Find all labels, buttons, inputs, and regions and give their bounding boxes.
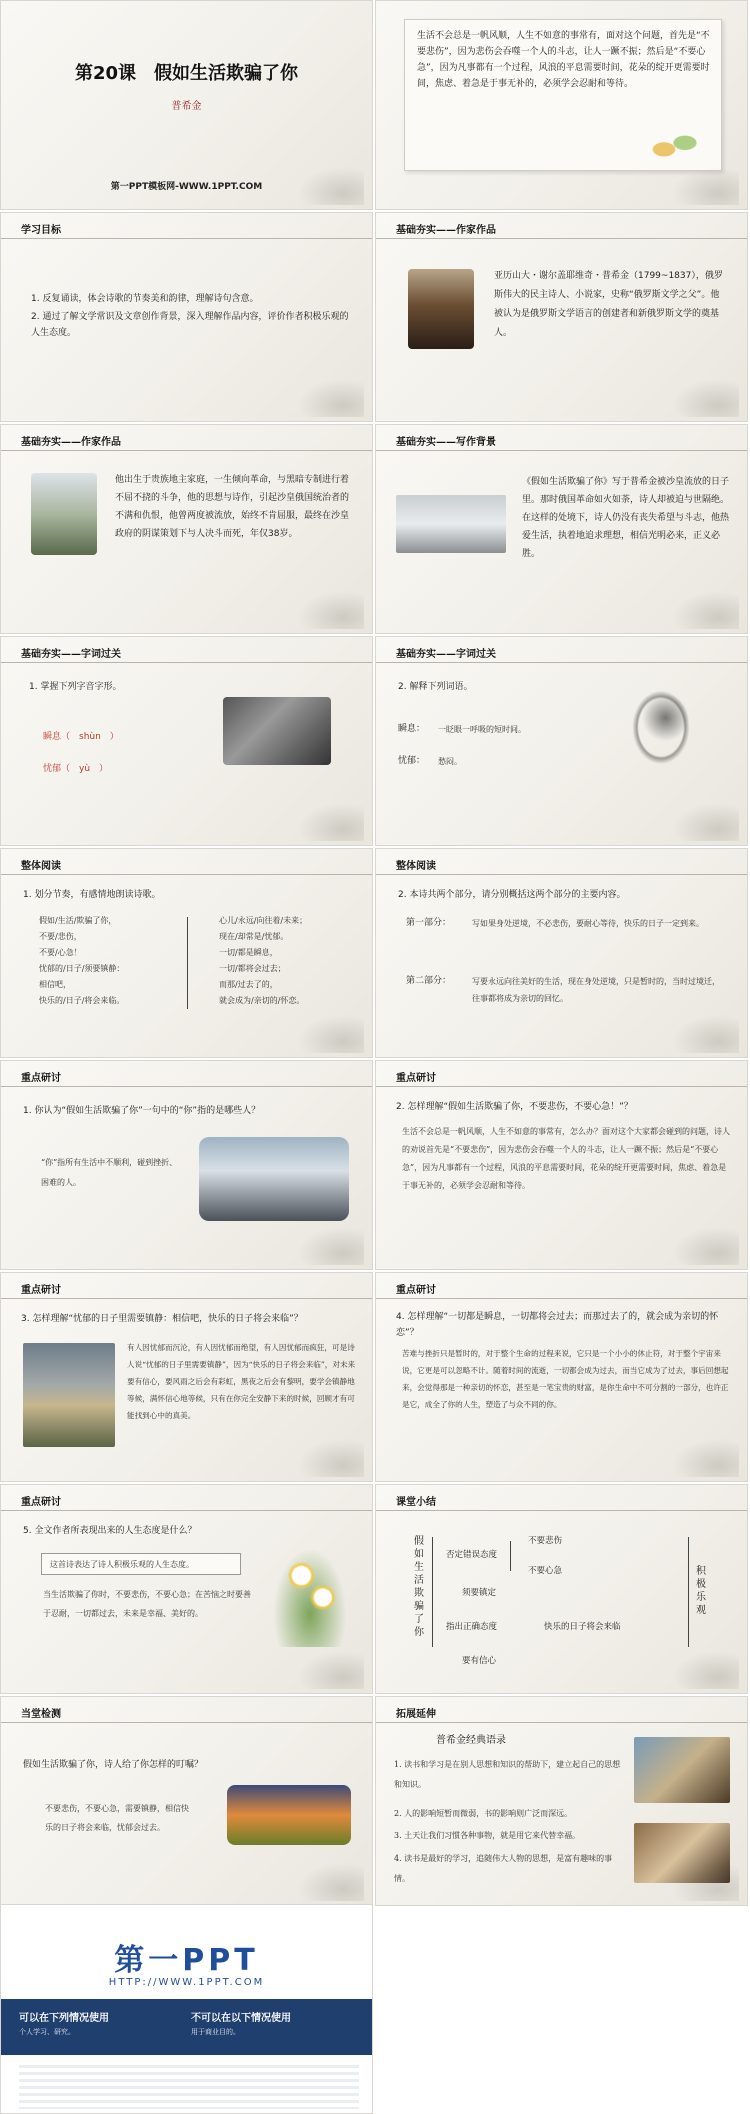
word-1: 瞬息（ shùn ） xyxy=(43,732,119,742)
pushkin-portrait xyxy=(408,269,474,349)
header-title: 基础夯实——字词过关 xyxy=(21,649,121,660)
word-2: 忧郁（ yù ） xyxy=(43,764,109,774)
intro-text: 生活不会总是一帆风顺，人生不如意的事常有，面对这个问题，首先是“不要悲伤”，因为悲伤会吞噬一个人的斗志，让人一蹶不振；然后是“不要心急”，因为凡事都有一个过程，风浪的平息需要时间，花朵的绽开更需要时间，焦虑、着急是于事无补的，必须学会忍耐和等待。 xyxy=(417,31,710,89)
slide-header xyxy=(376,425,747,451)
slide-title[interactable] xyxy=(0,0,373,210)
winter-photo xyxy=(396,495,506,553)
header-title: 学习目标 xyxy=(21,225,61,236)
slide-discuss-3[interactable] xyxy=(0,1272,373,1482)
slide-header xyxy=(1,425,372,451)
slide-words-1[interactable] xyxy=(0,636,373,846)
slide-header xyxy=(1,1273,372,1299)
node-no-sad: 不要悲伤 xyxy=(528,1536,563,1546)
answer-box xyxy=(41,1553,241,1575)
slide-header xyxy=(376,1273,747,1299)
rainbow-photo xyxy=(23,1343,115,1447)
poem-line: 快乐的/日子/将会来临。 xyxy=(39,996,125,1005)
slide-header xyxy=(376,1061,747,1087)
logo-url[interactable]: HTTP://WWW.1PPT.COM xyxy=(108,1977,265,1988)
logo: 第一PPT xyxy=(114,1943,259,1978)
answer: 不要悲伤，不要心急，需要镇静，相信快乐的日子将会来临，忧郁会过去。 xyxy=(45,1804,189,1832)
node-negate: 否定错误态度 xyxy=(446,1550,498,1560)
header-title: 当堂检测 xyxy=(21,1709,61,1720)
brace-1 xyxy=(510,1541,511,1571)
node-correct: 指出正确态度 xyxy=(446,1622,498,1632)
question: 2. 怎样理解“假如生活欺骗了你，不要悲伤，不要心急！”？ xyxy=(396,1102,633,1112)
slide-goals[interactable] xyxy=(0,212,373,422)
poem-line: 就会成为/亲切的/怀恋。 xyxy=(219,996,305,1005)
slide-reading-1[interactable] xyxy=(0,848,373,1058)
slide-discuss-5[interactable] xyxy=(0,1484,373,1694)
right-brace xyxy=(688,1537,689,1647)
can-use: 可以在下列情况使用 xyxy=(19,2013,109,2024)
goal-1: 1. 反复诵读，体会诗歌的节奏美和韵律，理解诗句含意。 xyxy=(31,294,259,304)
header-title: 重点研讨 xyxy=(396,1285,436,1296)
slide-author-1[interactable] xyxy=(375,212,748,422)
header-title: 基础夯实——作家作品 xyxy=(21,437,121,448)
poem-line: 现在/却常是/忧郁。 xyxy=(219,932,289,941)
header-title: 整体阅读 xyxy=(396,861,436,872)
statue-photo xyxy=(31,473,97,555)
slide-discuss-1[interactable] xyxy=(0,1060,373,1270)
poem-left xyxy=(39,913,189,1009)
header-title: 整体阅读 xyxy=(21,861,61,872)
poem-line: 而那/过去了的， xyxy=(219,980,278,989)
subtitle: 普希金经典语录 xyxy=(436,1735,506,1746)
painting-1 xyxy=(634,1737,730,1803)
slide-header xyxy=(1,637,372,663)
question: 5. 全文作者所表现出来的人生态度是什么？ xyxy=(23,1526,197,1536)
part-2-text: 写要永远向往美好的生活，现在身处逆境，只是暂时的，当时过境迁，往事都将成为亲切的回忆。 xyxy=(472,977,720,1003)
quote-2: 2. 人的影响短暂而微弱，书的影响则广泛而深远。 xyxy=(394,1809,573,1818)
part-2-label: 第二部分： xyxy=(406,976,452,986)
cannot-use-sub: 用于商业目的。 xyxy=(191,2028,240,2036)
slide-header xyxy=(376,1697,747,1723)
mountain-photo xyxy=(199,1137,349,1221)
node-calm: 须要镇定 xyxy=(462,1588,497,1598)
header-title: 重点研讨 xyxy=(21,1073,61,1084)
footer-ad[interactable] xyxy=(0,1904,373,2114)
node-confidence: 要有信心 xyxy=(462,1656,497,1666)
poem-line: 心儿/永远/向往着/未来； xyxy=(219,916,308,925)
poem-line: 假如/生活/欺骗了你， xyxy=(39,916,117,925)
slide-header xyxy=(1,1485,372,1511)
slide-intro[interactable] xyxy=(375,0,748,210)
question: 假如生活欺骗了你，诗人给了你怎样的叮嘱？ xyxy=(23,1760,204,1770)
slide-background[interactable] xyxy=(375,424,748,634)
part-1-label: 第一部分： xyxy=(406,918,452,928)
right-title: 积极乐观 xyxy=(696,1566,706,1616)
author-life: 他出生于贵族地主家庭，一生倾向革命，与黑暗专制进行着不屈不挠的斗争，他的思想与诗作，引起沙皇俄国统治者的不满和仇恨，他曾两度被流放，始终不肯屈服，最终在沙皇政府的阴谋策划下与人决斗而死，年仅38岁。 xyxy=(115,475,350,539)
poem-line: 一切/都是瞬息， xyxy=(219,948,278,957)
poem-line: 不要/心急！ xyxy=(39,948,82,957)
quote-1: 1. 读书和学习是在别人思想和知识的帮助下，建立起自己的思想和知识。 xyxy=(394,1760,621,1789)
poem-line: 忧郁的/日子/须要镇静： xyxy=(39,964,125,973)
quote-4: 4. 读书是最好的学习，追随伟大人物的思想，是富有趣味的事情。 xyxy=(394,1854,613,1883)
header-title: 基础夯实——写作背景 xyxy=(396,437,496,448)
slide-reading-2[interactable] xyxy=(375,848,748,1058)
box-text: 这首诗表达了诗人积极乐观的人生态度。 xyxy=(50,1560,194,1569)
node-happy: 快乐的日子将会来临 xyxy=(544,1622,621,1632)
poem-line: 不要/悲伤， xyxy=(39,932,82,941)
divider xyxy=(187,917,188,1009)
can-use-sub: 个人学习、研究。 xyxy=(19,2028,75,2036)
slide-header xyxy=(1,1061,372,1087)
painting-2 xyxy=(634,1823,730,1883)
slide-header xyxy=(376,1485,747,1511)
def-2: 愁闷。 xyxy=(438,757,462,766)
slide-discuss-4[interactable] xyxy=(375,1272,748,1482)
author: 普希金 xyxy=(171,101,202,112)
slide-words-2[interactable] xyxy=(375,636,748,846)
term-2: 忧郁： xyxy=(398,756,426,766)
lesson-title: 第20课 假如生活欺骗了你 xyxy=(74,63,299,84)
question: 3. 怎样理解“忧郁的日子里需要镇静：相信吧，快乐的日子将会来临”？ xyxy=(21,1314,303,1324)
answer: 有人因忧郁而沉沦，有人因忧郁而绝望，有人因忧郁而疯狂，可是诗人说“忧郁的日子里需要镇静”，因为“快乐的日子将会来临”，对未来要有信心，要风雨之后会有彩虹，黑夜之后会有黎明，要学会镇静地等候，满怀信心地等候，只有在你完全安静下来的时候，回顾才有可能找到心中的真美。 xyxy=(127,1343,356,1420)
answer: “你”指所有生活中不顺利，碰到挫折、困难的人。 xyxy=(41,1158,178,1187)
leaf-decoration xyxy=(646,123,706,167)
left-brace xyxy=(432,1537,433,1647)
answer: 当生活欺骗了你时，不要悲伤，不要心急；在苦恼之时要善于忍耐，一切都过去，未来是幸福、美好的。 xyxy=(43,1590,251,1618)
left-title: 假如生活欺骗了你 xyxy=(414,1536,424,1638)
question: 1. 掌握下列字音字形。 xyxy=(29,682,122,692)
def-1: 一眨眼一呼吸的短时间。 xyxy=(438,725,526,734)
goal-2: 2. 通过了解文学常识及文章创作背景，深入理解作品内容，评价作者积极乐观的人生态度。 xyxy=(31,312,349,338)
cannot-use: 不可以在以下情况使用 xyxy=(191,2013,291,2024)
poem-line: 一切/都将会过去； xyxy=(219,964,286,973)
answer: 苦难与挫折只是暂时的，对于整个生命的过程来说，它只是一个小小的休止符，对于整个宇宙来说，它更是可以忽略不计。随着时间的流逝，一切都会成为过去，而当它成为了过去，事后回想起来，会觉得那是一种亲切的怀恋，甚至是一笔宝贵的财富，是你生命中不可分割的一部分，也许正是它，成全了你的人生，塑造了与众不同的你。 xyxy=(402,1349,729,1409)
link-list xyxy=(19,2065,359,2109)
poem-right xyxy=(219,913,369,1009)
header-title: 基础夯实——字词过关 xyxy=(396,649,496,660)
sculpture-photo xyxy=(223,697,331,765)
slide-header xyxy=(376,213,747,239)
quote-3: 3. 土天让我们习惯各种事物，就是用它来代替幸福。 xyxy=(394,1831,581,1840)
node-no-rush: 不要心急 xyxy=(528,1566,563,1576)
sketch-portrait xyxy=(616,689,706,785)
slide-header xyxy=(376,637,747,663)
answer: 生活不会总是一帆风顺，人生不如意的事常有，怎么办？面对这个大家都会碰到的问题，诗人的劝说首先是“不要悲伤”，因为悲伤会吞噬一个人的斗志，让人一蹶不振；然后是“不要心急”，因为凡事都有一个过程，风浪的平息需要时间，花朵的绽开更需要时间，焦虑、着急是于事无补的，必须学会忍耐和等待。 xyxy=(402,1127,730,1190)
header-title: 重点研讨 xyxy=(21,1497,61,1508)
flower-photo xyxy=(267,1537,353,1647)
slide-header xyxy=(376,849,747,875)
author-bio: 亚历山大・谢尔盖耶维奇・普希金（1799~1837），俄罗斯伟大的民主诗人、小说家，史称“俄罗斯文学之父”。他被认为是俄罗斯文学语言的创建者和新俄罗斯文学的奠基人。 xyxy=(494,271,723,338)
question: 4. 怎样理解“一切都是瞬息，一切都将会过去；而那过去了的，就会成为亲切的怀恋”？ xyxy=(396,1312,719,1338)
slide-author-2[interactable] xyxy=(0,424,373,634)
slide-summary[interactable] xyxy=(375,1484,748,1694)
question: 2. 解释下列词语。 xyxy=(398,682,473,692)
header-title: 基础夯实——作家作品 xyxy=(396,225,496,236)
question: 1. 划分节奏，有感情地朗读诗歌。 xyxy=(23,890,161,900)
header-title: 课堂小结 xyxy=(396,1497,436,1508)
background-text: 《假如生活欺骗了你》写于普希金被沙皇流放的日子里。那时俄国革命如火如荼，诗人却被迫与世隔绝。在这样的处境下，诗人仍没有丧失希望与斗志，他热爱生活，执着地追求理想，相信光明必来，正义必胜。 xyxy=(522,477,730,559)
header-title: 重点研讨 xyxy=(396,1073,436,1084)
slide-header xyxy=(1,1697,372,1723)
slide-discuss-2[interactable] xyxy=(375,1060,748,1270)
question: 2. 本诗共两个部分，请分别概括这两个部分的主要内容。 xyxy=(398,890,626,900)
header-title: 拓展延伸 xyxy=(396,1709,436,1720)
license-band xyxy=(1,1999,372,2055)
sunset-photo xyxy=(227,1785,351,1845)
slide-extend[interactable] xyxy=(375,1696,748,1906)
slide-header xyxy=(1,213,372,239)
question: 1. 你认为“假如生活欺骗了你”一句中的“你”指的是哪些人？ xyxy=(23,1106,261,1116)
site-footer: 第一PPT模板网-WWW.1PPT.COM xyxy=(110,182,263,192)
term-1: 瞬息： xyxy=(398,724,426,734)
slide-header xyxy=(1,849,372,875)
part-1-text: 写如果身处逆境，不必悲伤，要耐心等待，快乐的日子一定到来。 xyxy=(472,919,704,928)
poem-line: 相信吧， xyxy=(39,980,71,989)
header-title: 重点研讨 xyxy=(21,1285,61,1296)
slide-check[interactable] xyxy=(0,1696,373,1906)
